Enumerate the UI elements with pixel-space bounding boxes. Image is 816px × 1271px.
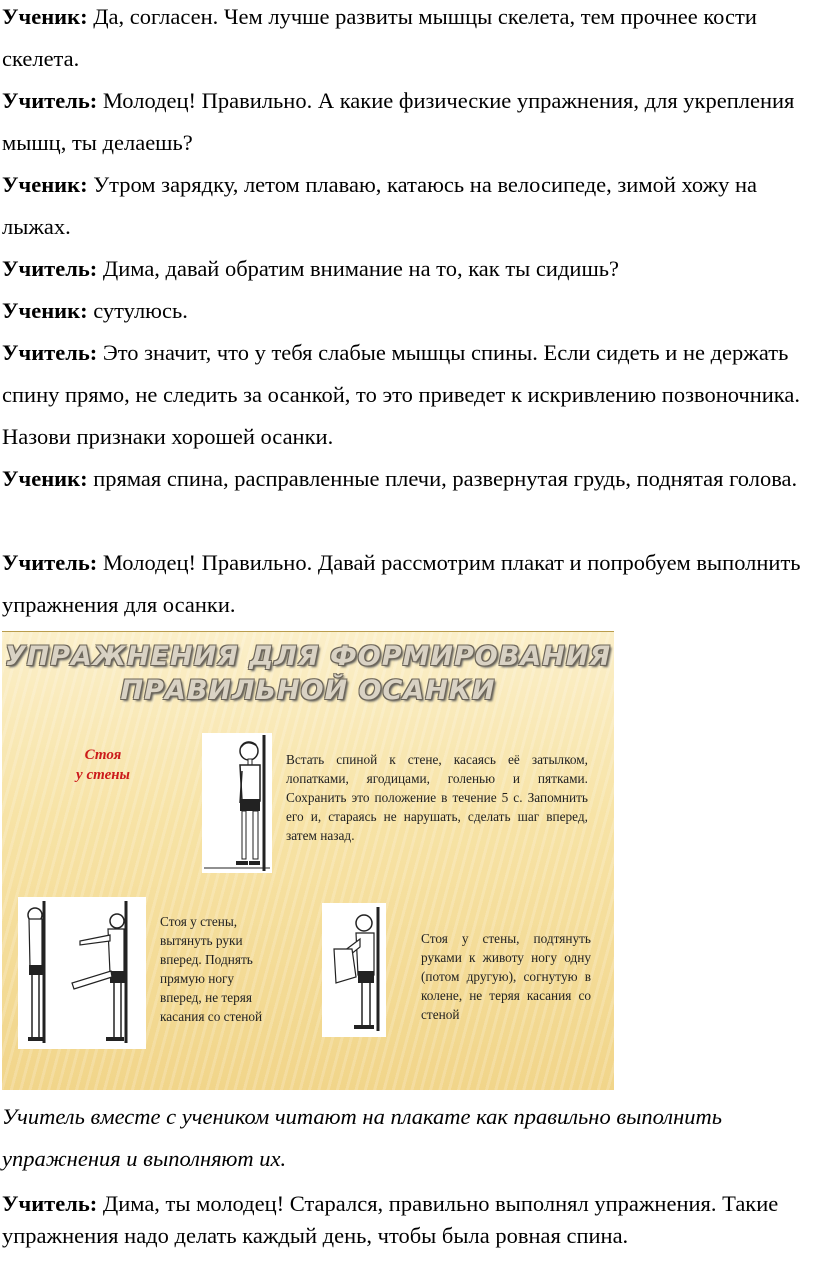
dialogue-line: [2, 458, 802, 500]
subhead-line: Стоя: [84, 747, 122, 763]
knee-pull-figure-icon: [322, 903, 386, 1037]
exercise-text-3: Стоя у стены, подтянуть руками к животу ногу одну (потом другую), согнутую в колене, не теряя касания со стеной: [421, 931, 591, 1022]
leg-raise-figure-icon: [18, 897, 146, 1049]
poster-title-line: УПРАЖНЕНИЯ ДЛЯ ФОРМИРОВАНИЯ: [4, 641, 612, 672]
dialogue-text: Дима, ты молодец! Старался, правильно выполнял упражнения. Такие упражнения надо делать каждый день, чтобы была ровная спина.: [2, 1191, 779, 1248]
figure-leg-raise: [18, 897, 146, 1049]
standing-figure-icon: [202, 733, 272, 873]
exercise-text-2: Стоя у стены, вытянуть руки вперед. Поднять прямую ногу вперед, не теряя касания со стеной: [160, 914, 263, 1024]
dialogue-line: [2, 332, 810, 458]
dialogue-text: Дима, давай обратим внимание на то, как ты сидишь?: [97, 256, 620, 281]
figure-knee-pull: [322, 903, 386, 1037]
dialogue-line: [2, 0, 802, 80]
dialogue-text: Утром зарядку, летом плаваю, катаюсь на велосипеде, зимой хожу на лыжах.: [2, 172, 758, 239]
poster-title-line: ПРАВИЛЬНОЙ ОСАНКИ: [120, 675, 496, 706]
dialogue-line: [2, 542, 802, 626]
dialogue-line: [2, 1188, 808, 1252]
dialogue-text: Да, согласен. Чем лучше развиты мышцы скелета, тем прочнее кости скелета.: [2, 4, 757, 71]
dialogue-text: Молодец! Правильно. Давай рассмотрим плакат и попробуем выполнить упражнения для осанки.: [2, 550, 801, 617]
poster-subhead: [64, 745, 142, 785]
poster-title: [2, 640, 614, 708]
dialogue-line: [2, 164, 802, 248]
dialogue-text: сутулюсь.: [87, 298, 188, 323]
speaker-label: Учитель:: [2, 256, 98, 281]
speaker-label: Ученик:: [2, 298, 88, 323]
speaker-label: Ученик:: [2, 4, 88, 29]
speaker-label: Ученик:: [2, 172, 88, 197]
speaker-label: Учитель:: [2, 550, 98, 575]
speaker-label: Учитель:: [2, 1191, 98, 1216]
exercise-text-1: Встать спиной к стене, касаясь её затылком, лопатками, ягодицами, голенью и пятками. Сохранить это положение в течение 5 с. Запомнить его и, стараясь не нарушать, сделать шаг вперед, затем назад.: [286, 752, 588, 843]
subhead-line: у стены: [76, 767, 130, 783]
speaker-label: Учитель:: [2, 340, 98, 365]
italic-note: Учитель вместе с учеником читают на плакате как правильно выполнить упражнения и выполняют их.: [2, 1104, 722, 1171]
dialogue-text: Молодец! Правильно. А какие физические упражнения, для укрепления мышц, ты делаешь?: [2, 88, 795, 155]
dialogue-line: [2, 290, 802, 332]
dialogue-text: Это значит, что у тебя слабые мышцы спины. Если сидеть и не держать спину прямо, не следить за осанкой, то это приведет к искривлению позвоночника. Назови признаки хорошей осанки.: [2, 340, 801, 449]
posture-poster: [2, 631, 614, 1090]
dialogue-line: [2, 248, 802, 290]
dialogue-line: [2, 80, 802, 164]
dialogue-text: прямая спина, расправленные плечи, развернутая грудь, поднятая голова.: [87, 466, 798, 491]
speaker-label: Ученик:: [2, 466, 88, 491]
figure-standing-at-wall: [202, 733, 272, 873]
speaker-label: Учитель:: [2, 88, 98, 113]
